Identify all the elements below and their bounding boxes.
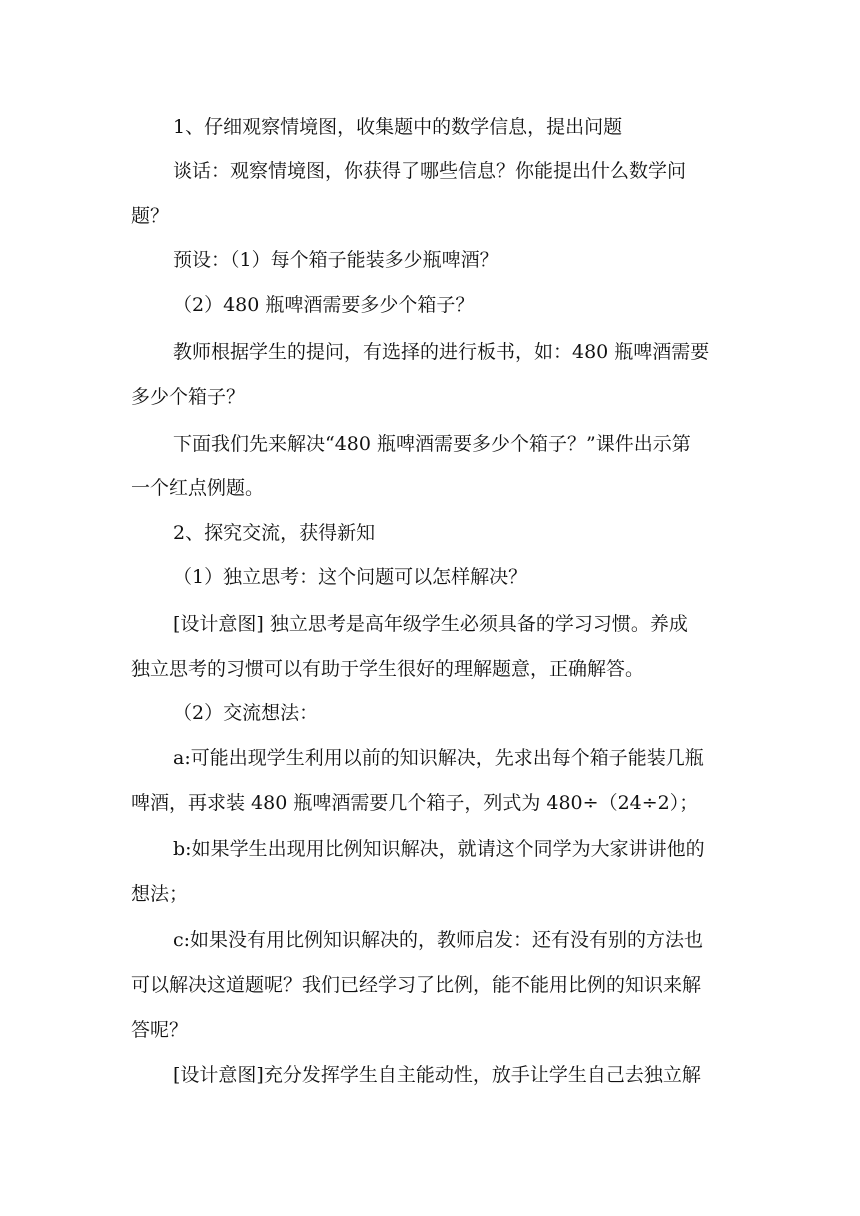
text-line-15: a:可能出现学生利用以前的知识解决，先求出每个箱子能装几瓶 bbox=[173, 747, 704, 769]
text-line-6: 教师根据学生的提问，有选择的进行板书，如：480 瓶啤酒需要 bbox=[173, 341, 710, 363]
text-line-3: 题？ bbox=[131, 205, 170, 227]
text-line-12: [设计意图] 独立思考是高年级学生必须具备的学习习惯。养成 bbox=[173, 613, 688, 635]
text-line-7: 多少个箱子？ bbox=[131, 386, 246, 408]
text-line-11: （1）独立思考：这个问题可以怎样解决？ bbox=[173, 566, 528, 588]
text-line-9: 一个红点例题。 bbox=[131, 477, 265, 499]
text-line-21: 答呢？ bbox=[131, 1019, 189, 1041]
text-line-2: 谈话：观察情境图，你获得了哪些信息？你能提出什么数学问 bbox=[173, 160, 687, 182]
text-line-20: 可以解决这道题呢？我们已经学习了比例，能不能用比例的知识来解 bbox=[131, 974, 702, 996]
text-line-8: 下面我们先来解决“480 瓶啤酒需要多少个箱子？”课件出示第 bbox=[173, 433, 691, 455]
text-line-16: 啤酒，再求装 480 瓶啤酒需要几个箱子，列式为 480÷（24÷2）； bbox=[131, 792, 699, 814]
text-line-19: c:如果没有用比例知识解决的，教师启发：还有没有别的方法也 bbox=[173, 929, 704, 951]
text-line-18: 想法； bbox=[131, 883, 189, 905]
text-line-17: b:如果学生出现用比例知识解决，就请这个同学为大家讲讲他的 bbox=[173, 838, 705, 860]
text-line-22: [设计意图]充分发挥学生自主能动性，放手让学生自己去独立解 bbox=[173, 1064, 701, 1086]
text-line-14: （2）交流想法： bbox=[173, 702, 319, 724]
text-line-1: 1、仔细观察情境图，收集题中的数学信息，提出问题 bbox=[173, 116, 623, 138]
text-line-5: （2）480 瓶啤酒需要多少个箱子？ bbox=[173, 294, 475, 316]
text-line-10: 2、探究交流，获得新知 bbox=[173, 522, 376, 544]
text-line-4: 预设：（1）每个箱子能装多少瓶啤酒？ bbox=[173, 249, 499, 271]
text-line-13: 独立思考的习惯可以有助于学生很好的理解题意，正确解答。 bbox=[131, 658, 645, 680]
